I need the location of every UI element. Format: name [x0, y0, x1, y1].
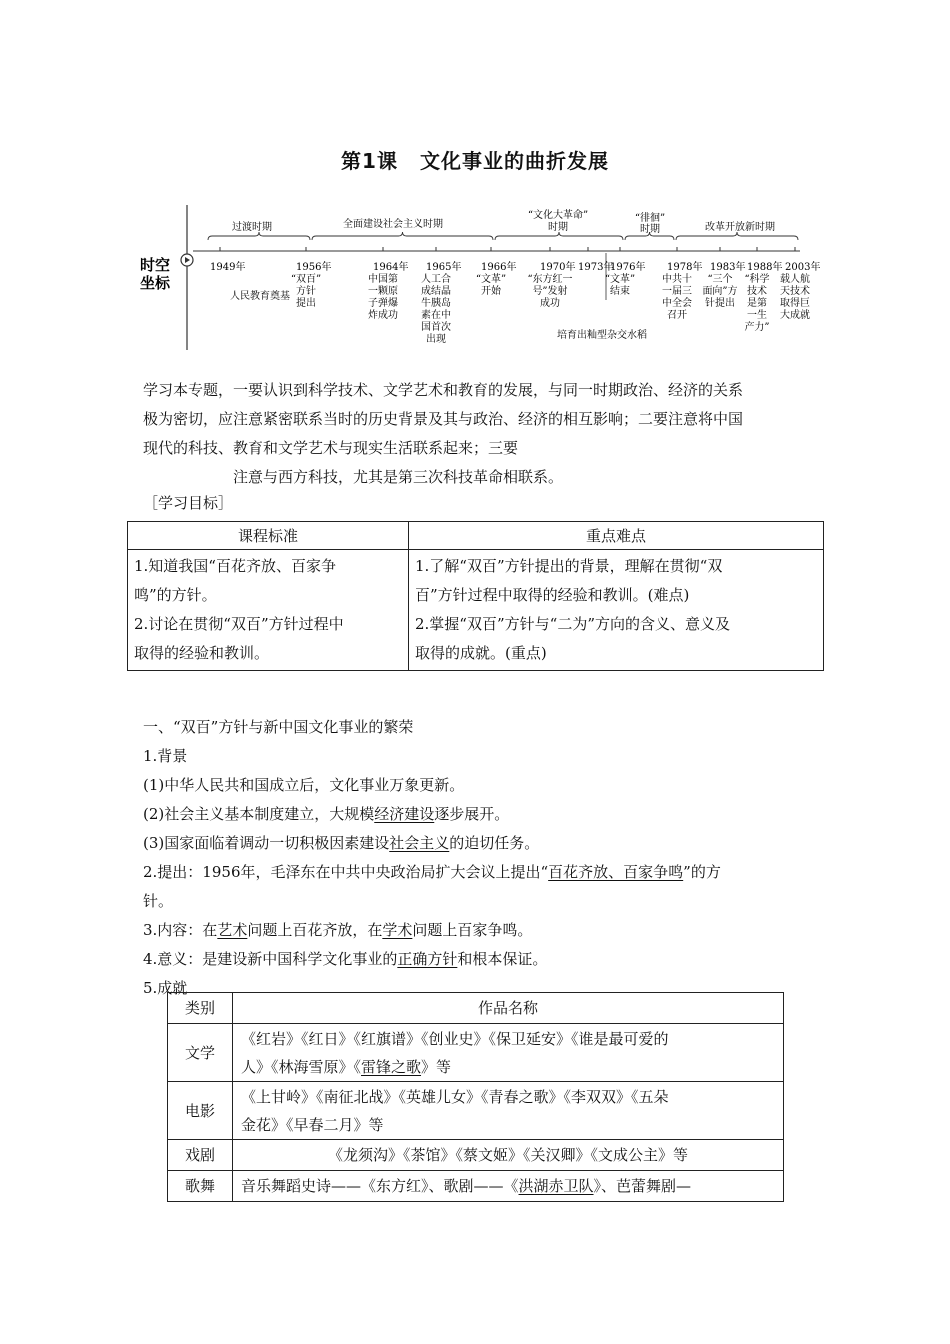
key-point-line: 取得的成就。(重点): [415, 644, 547, 662]
learning-goals-table: [127, 521, 824, 671]
blank-answer: 社会主义: [389, 834, 450, 852]
lesson-number: 第1课: [341, 149, 398, 173]
timeline-year: 1965年: [426, 262, 462, 273]
blank-answer: 百花齐放、百家争鸣: [548, 863, 684, 881]
timeline-year: 1976年: [610, 262, 646, 273]
timeline-event: “文革”结束: [604, 274, 636, 297]
works-header-name: 作品名称: [233, 993, 784, 1024]
blank-answer: 学术: [382, 921, 413, 939]
timeline-event: 中国第一颗原子弹爆炸成功: [368, 274, 398, 321]
period-wandering: “徘徊”: [634, 213, 666, 224]
works-type-literature: 文学: [168, 1024, 233, 1082]
works-film: 《上甘岭》《南征北战》《英雄儿女》《青春之歌》《李双双》《五朵 金花》《早春二月》等: [233, 1082, 784, 1140]
period-brace: [495, 232, 623, 240]
intro-paragraph: [143, 376, 815, 492]
timeline-event: “科学技术是第一生产力”: [744, 274, 770, 333]
timeline-event: 中共十一届三中全会召开: [662, 274, 692, 321]
timeline-event: 人工合成结晶牛胰岛素在中国首次出现: [421, 274, 451, 345]
goal-line: 取得的经验和教训。: [134, 644, 270, 662]
period-cultural-revolution: “文化大革命”: [527, 210, 589, 221]
period-cultural-revolution-2: 时期: [548, 222, 568, 233]
period-brace: [208, 232, 310, 240]
background-item-2: (2)社会主义基本制度建立，大规模经济建设逐步展开。: [143, 805, 510, 823]
goals-key-points-cell: [409, 550, 824, 671]
works-drama: 《龙须沟》《茶馆》《蔡文姬》《关汉卿》《文成公主》等: [233, 1140, 784, 1171]
intro-line: 注意与西方科技，尤其是第三次科技革命相联系。: [233, 468, 564, 486]
key-point-line: 1.了解“双百”方针提出的背景，理解在贯彻“双: [415, 557, 723, 575]
page-title: [0, 145, 950, 174]
proposal-line: 2.提出：1956年，毛泽东在中共中央政治局扩大会议上提出“百花齐放、百家争鸣”的方: [143, 863, 721, 881]
background-title: 1.背景: [143, 747, 188, 765]
proposal-line-cont: 针。: [143, 892, 174, 910]
intro-line: 学习本专题，一要认识到科学技术、文学艺术和教育的发展，与同一时期政治、经济的关系: [143, 381, 744, 399]
period-socialism: 全面建设社会主义时期: [343, 219, 443, 230]
timeline-year: 2003年: [785, 262, 820, 273]
blank-answer: 艺术: [217, 921, 248, 939]
timeline-year: 1983年: [710, 262, 746, 273]
works-type-film: 电影: [168, 1082, 233, 1140]
blank-answer: 正确方针: [397, 950, 458, 968]
section-1: [143, 713, 815, 1003]
timeline-year: 1966年: [481, 262, 517, 273]
learning-goals-label: ［学习目标］: [143, 494, 234, 512]
background-item-3: (3)国家面临着调动一切积极因素建设社会主义的迫切任务。: [143, 834, 540, 852]
goals-header-key-points: 重点难点: [409, 522, 824, 550]
lesson-title: 文化事业的曲折发展: [419, 149, 609, 173]
goal-line: 鸣”的方针。: [134, 586, 217, 604]
timeline-diagram: [140, 200, 820, 355]
blank-answer: 洪湖赤卫队: [518, 1177, 594, 1195]
timeline-event: “双百”方针提出: [290, 274, 322, 309]
key-point-line: 百”方针过程中取得的经验和教训。(难点): [415, 586, 690, 604]
timeline-event: 载人航天技术取得巨大成就: [780, 274, 810, 321]
works-literature: 《红岩》《红日》《红旗谱》《创业史》《保卫延安》《谁是最可爱的 人》《林海雪原》《雷锋之歌》等: [233, 1024, 784, 1082]
timeline-event: “东方红一号”发射成功: [527, 274, 573, 309]
significance-line: 4.意义：是建设新中国科学文化事业的正确方针和根本保证。: [143, 950, 548, 968]
timeline-event: “文革”开始: [475, 274, 507, 297]
background-item-1: (1)中华人民共和国成立后，文化事业万象更新。: [143, 776, 465, 794]
works-dance: 音乐舞蹈史诗——《东方红》、歌剧——《洪湖赤卫队》、芭蕾舞剧—: [233, 1171, 784, 1202]
timeline-years: [210, 260, 820, 273]
achievements-title: 5.成就: [143, 979, 188, 997]
timeline-year: 1949年: [210, 262, 246, 273]
blank-answer: 经济建设: [374, 805, 435, 823]
goal-line: 1.知道我国“百花齐放、百家争: [134, 557, 336, 575]
intro-line: 极为密切，应注意紧密联系当时的历史背景及其与政治、经济的相互影响；二要注意将中国: [143, 410, 744, 428]
goals-header-standard: 课程标准: [128, 522, 409, 550]
timeline-year: 1988年: [747, 262, 783, 273]
timeline-event: 培育出籼型杂交水稻: [557, 330, 647, 341]
timeline-label-2: 坐标: [140, 274, 171, 292]
key-point-line: 2.掌握“双百”方针与“二为”方向的含义、意义及: [415, 615, 730, 633]
goal-line: 2.讨论在贯彻“双百”方针过程中: [134, 615, 344, 633]
works-type-drama: 戏剧: [168, 1140, 233, 1171]
goals-standard-cell: [128, 550, 409, 671]
timeline-year: 1973年: [578, 262, 614, 273]
period-brace: [312, 232, 493, 240]
timeline-year: 1964年: [373, 262, 409, 273]
blank-answer: 雷锋之歌: [361, 1057, 422, 1076]
period-brace: [676, 232, 798, 240]
timeline-event: “三个面向”方针提出: [702, 274, 738, 309]
works-header-type: 类别: [168, 993, 233, 1024]
period-reform: 改革开放新时期: [705, 222, 775, 233]
timeline-braces: [208, 232, 798, 240]
timeline-label-1: 时空: [140, 256, 171, 274]
content-line: 3.内容：在艺术问题上百花齐放，在学术问题上百家争鸣。: [143, 921, 533, 939]
timeline-year: 1978年: [667, 262, 703, 273]
intro-line: 现代的科技、教育和文学艺术与现实生活联系起来；三要: [143, 439, 519, 457]
period-transition: 过渡时期: [232, 222, 272, 233]
works-type-dance: 歌舞: [168, 1171, 233, 1202]
works-table: [167, 992, 784, 1202]
timeline-year: 1970年: [540, 262, 576, 273]
timeline-events: [230, 272, 810, 345]
timeline-event: 人民教育奠基: [230, 291, 290, 302]
timeline-year: 1956年: [296, 262, 332, 273]
section-heading: 一、“双百”方针与新中国文化事业的繁荣: [143, 718, 414, 736]
period-wandering-2: 时期: [640, 224, 660, 235]
